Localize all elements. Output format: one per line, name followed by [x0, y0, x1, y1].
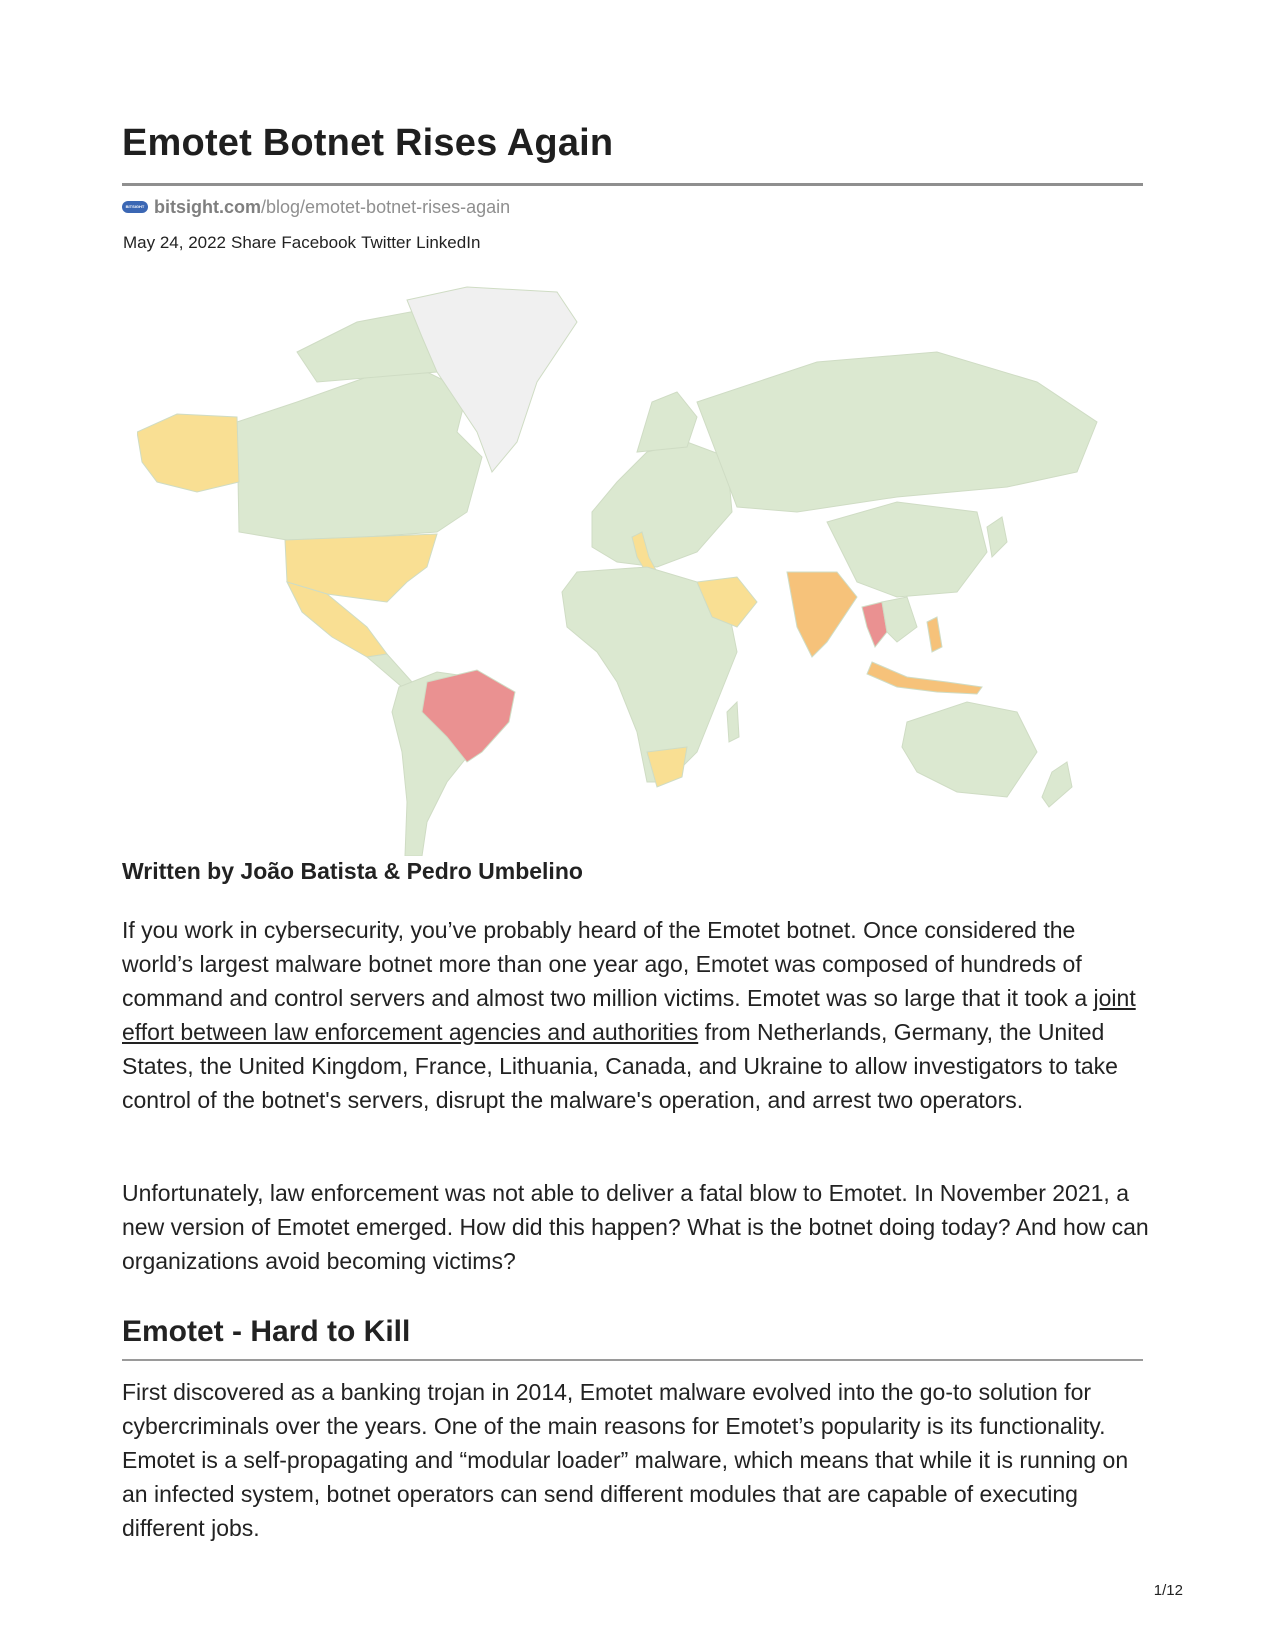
- region-russia: [697, 352, 1097, 512]
- paragraph-intro-text-2: from Netherlands, Germany, the United States, the United Kingdom, France, Lithuania, Canada, and Ukraine to allow investigators to take control of the botnet's servers, disrupt the malware's operation, and arrest two operators.: [122, 1019, 1118, 1113]
- title-divider: [122, 183, 1143, 186]
- byline: Written by João Batista & Pedro Umbelino: [122, 858, 583, 884]
- region-canada: [237, 372, 482, 540]
- share-linkedin-link[interactable]: LinkedIn: [416, 233, 481, 252]
- region-new-zealand: [1042, 762, 1072, 807]
- region-indonesia: [867, 662, 982, 694]
- section-divider: [122, 1359, 1143, 1361]
- paragraph-intro-text-1: If you work in cybersecurity, you’ve probably heard of the Emotet botnet. Once considered the world’s largest malware botnet more than one year ago, Emotet was composed of hundreds of command and control servers and almost two million victims. Emotet was so large that it took a: [122, 917, 1094, 1011]
- region-japan: [987, 517, 1007, 557]
- article-title: Emotet Botnet Rises Again: [122, 122, 614, 164]
- region-southeast-asia: [882, 597, 917, 642]
- paragraph-history: First discovered as a banking trojan in 2014, Emotet malware evolved into the go-to solution for cybercriminals over the years. One of the main reasons for Emotet’s popularity is its functionality. Emotet is a self-propagating and “modular loader” malware, which means that while it is running on an infected system, botnet operators can send different modules that are capable of executing different jobs.: [122, 1379, 1129, 1541]
- page-number: 1/12: [1153, 1582, 1183, 1599]
- bitsight-logo-icon: BITSIGHT: [122, 201, 148, 213]
- region-china: [827, 502, 987, 597]
- region-madagascar: [727, 702, 739, 742]
- world-map-image: [137, 282, 1145, 856]
- world-map-svg: [137, 282, 1145, 856]
- paragraph-intro: [122, 913, 1152, 1117]
- region-alaska: [137, 414, 239, 492]
- source-path: /blog/emotet-botnet-rises-again: [261, 196, 511, 217]
- article-meta: [123, 233, 480, 253]
- region-philippines: [927, 617, 942, 652]
- region-central-america: [367, 654, 412, 687]
- joint-effort-link[interactable]: joint effort between law enforcement agencies and authorities: [122, 985, 1136, 1045]
- share-label: Share: [231, 233, 277, 252]
- region-europe: [592, 442, 732, 567]
- publish-date: May 24, 2022: [123, 233, 227, 252]
- region-india: [787, 572, 857, 657]
- source-domain: bitsight.com: [154, 196, 261, 217]
- region-australia: [902, 702, 1037, 797]
- share-facebook-link[interactable]: Facebook: [281, 233, 357, 252]
- region-scandinavia: [637, 392, 697, 452]
- share-twitter-link[interactable]: Twitter: [361, 233, 412, 252]
- source-link[interactable]: [122, 196, 510, 218]
- paragraph-unfortunately: Unfortunately, law enforcement was not able to deliver a fatal blow to Emotet. In November 2021, a new version of Emotet emerged. How did this happen? What is the botnet doing today? And how can organizations avoid becoming victims?: [122, 1180, 1149, 1274]
- section-heading: Emotet - Hard to Kill: [122, 1315, 411, 1348]
